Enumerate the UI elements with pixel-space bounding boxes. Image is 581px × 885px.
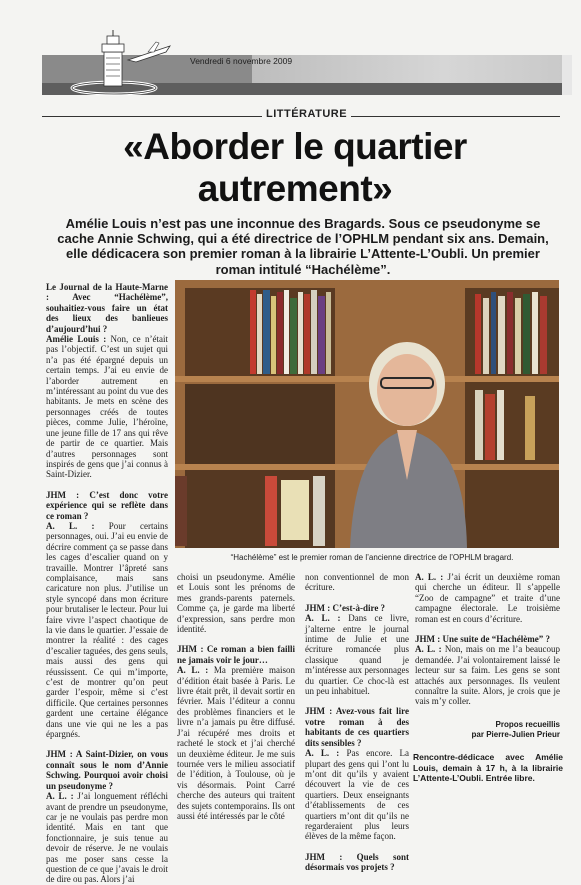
column-3-text: non conventionnel de mon écriture. xyxy=(305,572,409,593)
issue-date: Vendredi 6 novembre 2009 xyxy=(190,56,293,66)
question-6: JHM : Avez-vous fait lire votre roman à des habitants de ces quartiers dits sensibles ? xyxy=(305,706,409,748)
column-1 xyxy=(46,282,168,885)
newspaper-logo-icon xyxy=(66,30,176,102)
question-5: JHM : C’est-à-dire ? xyxy=(305,602,386,613)
column-3 xyxy=(305,572,409,873)
question-7: JHM : Quels sont désormais vos projets ? xyxy=(305,851,409,873)
answer-6: A. L. : Pas encore. La plupart des gens qui l’ont lu m’ont dit qu’ils y avaient découvert la vie de ces quartiers. Deux enseignants d’établissements de ces quartiers m’ont dit qu’ils ne regarderaient plus leurs élèves de la même façon. xyxy=(305,748,409,842)
column-4 xyxy=(415,572,560,707)
question-4: JHM : Ce roman a bien failli ne jamais voir le jour… xyxy=(177,644,295,665)
answer-1: Amélie Louis : Non, ce n’était pas l’objectif. C’est un sujet qui n’a pas été épargné depuis un certain temps. J’ai eu envie de l’aborder autrement en m’intéressant au point du vue des habitants. Je mets en scène des personnages créés de toutes pièces, comme Julie, l’héroïne, une jeune fille de 17 ans qui rêve de partir de ce quartier. Mais d’autres personnages sont inspirés de gens que j’ai connus à Saint-Dizier. xyxy=(46,334,168,480)
answer-4: A. L. : Ma première maison d’édition était basée à Paris. Le livre était prêt, il devait sortir en février. Mais l’éditeur a connu des problèmes financiers et le livre n’a jamais pu être diffusé. J’ai récupéré mes droits et racheté le stock et j’ai cherché un deuxième éditeur. Je me suis tournée vers le milieu associatif de l’édition, à Toulouse, où je vis désormais. Point Carré cherche des auteurs qui traitent des sujets contemporains. Ils ont aussi été intéressés par le côté xyxy=(177,665,296,821)
answer-5: A. L. : Dans ce livre, j’alterne entre le journal intime de Julie et une écriture romancée plus classique quand je m’intéresse aux personnages du quartier. Ce choc-là est un peu inhabituel. xyxy=(305,613,410,697)
section-label: LITTÉRATURE xyxy=(262,108,351,120)
page-fold xyxy=(562,55,572,95)
answer-2: A. L. : Pour certains personnages, oui. J’ai eu envie de décrire comment ça se passe dans les cages d’escalier quand on y travaille. Montrer l’âpreté sans complaisance, mais sans caricature non plus. J’utilise un style syncopé dans mon écriture pour brutaliser le lecteur. Pour lui faire vivre l’aspect chaotique de la vie dans le quartier. J’essaie de montrer la réalité : des cages d’escalier taguées, des gens seuls, mais aussi des gens qui réussissent. Ce qui m’importe, c’est de montrer qu’on peut garder l’espoir, même si c’est difficile. Que certaines personnes gardent une certaine élégance dans une vie qui ne les a pas épargnés. xyxy=(46,520,168,740)
event-footnote: Rencontre-dédicace avec Amélie Louis, demain à 17 h, à la librairie L’Attente-L’Oubli. Entrée libre. xyxy=(413,752,563,783)
column-2-text: choisi un pseudonyme. Amélie et Louis sont les prénoms de mes grands-parents paternels. Comme ça, je garde ma liberté d’expression, sans perdre mon identité. xyxy=(177,572,295,635)
answer-3: A. L. : J’ai longuement réfléchi avant de prendre un pseudonyme, car je ne voulais pas perdre mon identité. Mais en tant que fonctionnaire, je suis tenue au devoir de réserve. Je ne voulais pas me poser sans cesse la question de ce que j’avais le droit de dire ou pas. Alors j’ai xyxy=(46,791,169,885)
photo-caption: “Hachélème” est le premier roman de l’ancienne directrice de l’OPHLM bragard. xyxy=(230,553,514,562)
question-8: JHM : Une suite de “Hachélème” ? xyxy=(415,634,550,645)
question-1: Le Journal de la Haute-Marne : Avec “Hachélème”, souhaitiez-vous faire un état des lieux des banlieues d’aujourd’hui ? xyxy=(46,282,168,334)
column-2 xyxy=(177,572,295,821)
answer-8: A. L. : Non, mais on me l’a beaucoup demandée. J’ai volontairement laissé le lecteur sur sa faim. Les gens se sont attachés aux personnages. Ils veulent connaître la suite. Alors, je crois que je vais m’y coller. xyxy=(415,644,561,707)
article-headline xyxy=(60,126,530,210)
answer-7: A. L. : J’ai écrit un deuxième roman qui cherche un éditeur. Il s’appelle “Zoo de campagne” et traite d’une campagne électorale. Le troisième roman est en cours d’écriture. xyxy=(415,572,560,624)
author-photo xyxy=(175,280,559,548)
question-3: JHM : A Saint-Dizier, on vous connaît sous le nom d’Annie Schwing. Pourquoi avoir choisi un pseudonyme ? xyxy=(46,749,168,791)
article-credits: Propos recueillis par Pierre-Julien Prieur xyxy=(471,720,560,739)
article-lead: Amélie Louis n’est pas une inconnue des Bragards. Sous ce pseudonyme se cache Annie Schwing, qui a été directrice de l’OPHLM pendant six ans. Demain, elle dédicacera son premier roman à la librairie L’Attente-L’Oubli. Un premier roman intitulé “Hachélème”. xyxy=(57,216,549,277)
question-2: JHM : C’est donc votre expérience qui se reflète dans ce roman ? xyxy=(46,489,168,521)
headline-line-2: autrement» xyxy=(197,168,393,209)
headline-line-1: «Aborder le quartier xyxy=(123,126,467,167)
